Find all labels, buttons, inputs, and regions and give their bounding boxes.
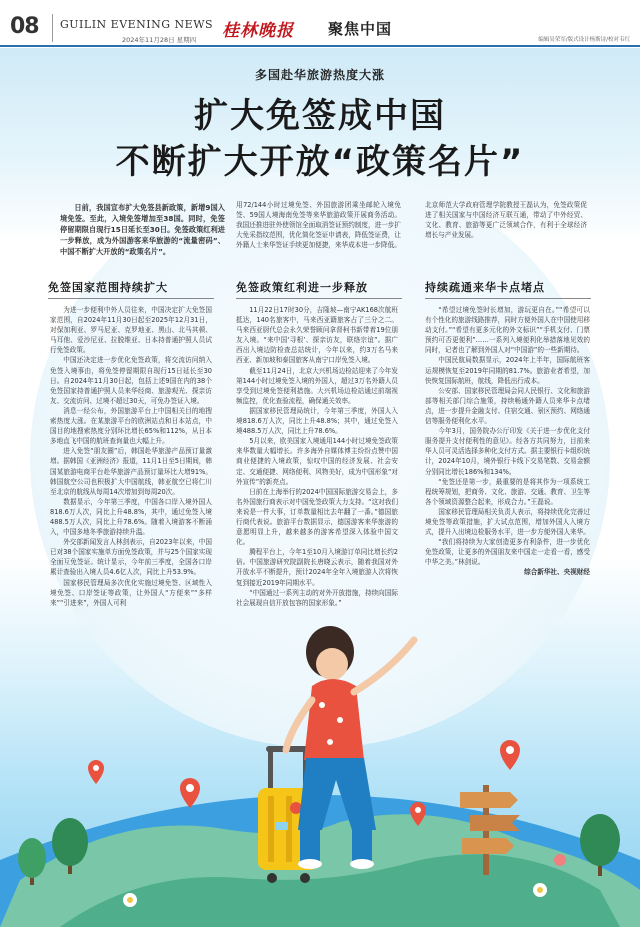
paragraph: 国家移民管理局多次优化实施过境免签、区域性入境免签、口岸签证等政策，让外国人“方便来”“多样来”“引进来”，外国人可利 [50,578,212,607]
editor-credits: 编辑吴荣军/版式设计杨斯诗/校对韦红 [538,37,630,43]
headline-kicker: 多国赴华旅游热度大涨 [254,68,385,82]
paragraph: 外交部新闻发言人林剑表示，自2023年以来，中国已对38个国家实施单方面免签政策，并与25个国家实现全面互免签证。统计显示，今年前三季度，全国各口岸累计查验出入境人员4.6亿人次，同比上升53.9%。 [50,538,212,577]
subhead-visa-free-scope: 免签国家范围持续扩大 [48,278,214,299]
paragraph: 进入免签“朋友圈”后，韩国赴华旅游产品预订量激增。据韩国《亚洲经济》报道，11月1日至5日期间，韩国某旅游电商平台赴华旅游产品预订量环比大增91%。韩国航空公司也积极扩大中国航线，韩亚航空已将仁川至北京的航线从每周14次增加到每周20次。 [50,447,212,496]
map-pin-icon [88,760,104,784]
map-pin-icon [500,740,520,770]
paragraph: “中国通过一系列主动的对外开放措施，持续向国际社会展现自信开放包容的国家形象。” [236,588,398,607]
paragraph: “希望过境免签时长增加，游玩更自在。”“希望可以有个性化的旅游线路推荐，同时方便外国人在中国使用移动支付。”“希望有更多元化的外文标识”“手机支付、门票预约可否更便利”……一系列入境便利化举措落地见效的同时，记者也了解到外国人对“中国游”的一些新期待。 [425,306,590,355]
paper-logo: 桂林晚报 [222,21,294,41]
paper-name-english: GUILIN EVENING NEWS [60,18,214,31]
travel-illustration [0,560,640,927]
map-pin-icon [180,778,200,808]
paragraph: 日前在上海举行的2024中国国际旅游交易会上，多名外国旅行商表示对中国免签政策大力支持。“这对我们来说是一件大事，订单数量相比去年翻了一番。”德国旅行商代表说。旅游平台数据显示，德国游客来华旅游的意愿明显上升，越来越多的游客希望深入体验中国文化。 [236,487,398,547]
paragraph: “免签还是第一步，最重要的是将其作为一项系统工程统筹规划，把商务、文化、旅游、交通、教育、卫生等各个领域资源整合起来，形成合力。”王磊说。 [425,477,590,506]
lead-text: 日前，我国宣布扩大免签县新政策，新增9国入境免签。至此，入境免签增加至38国。同时，免签停留期限自现行15日延长至30日。免签政策红利进一步释放，成为外国游客来华旅游的“流量密码”、中国不断扩大开放的“政策名片”。 [60,203,225,256]
headline-line-1: 扩大免签成中国 [194,96,446,136]
paragraph: 消息一经公布，外国旅游平台上中国相关目的地搜索热度大涨。在某旅游平台的欧洲站点和日本站点，中国目的地搜索热度分别环比增长65%和112%，从日本多地直飞中国的航班查询量也大幅上升。 [50,406,212,446]
paragraph: 中国还决定进一步优化免签政策，将交流访问纳入免签入境事由，将免签停留期限自现行15日延长至30日。自2024年11月30日起，包括上述9国在内的38个免签国家持普通护照人员来华经商、旅游观光、探亲访友、交流访问、过境不超过30天，可免办签证入境。 [50,356,212,405]
article-column-3 [425,305,590,578]
paragraph: “我们将持续为大家创造更多有利条件，进一步优化免签政策，让更多的外国朋友来中国走一走看一看，感受中华之美。”林剑说。 [425,538,590,567]
column-2-intro [236,200,401,250]
subhead-policy-dividend: 免签政策红利进一步释放 [236,278,402,299]
column-3-intro-text: 北京师范大学政府管理学院教授王磊认为，免签政策促进了相关国家与中国经济互联互通，带动了中外经贸、文化、教育、旅游等更广泛领域合作，有利于全球经济增长与产业发展。 [425,201,587,240]
issue-date: 2024年11月28日 星期四 [122,36,197,44]
paragraph: 截至11月24日，北京大兴机场边检站迎来了今年发第144小时过境免签入境的外国人，超过3万名外籍人员享受到过境免签便利措施。大兴机场边检站通过前端视频监控，优化查验流程，确保通关效率。 [236,366,398,405]
headline-line-2: 不断扩大开放“政策名片” [115,142,525,182]
source-credit: 综合新华社、央视财经 [524,568,590,577]
paragraph: 据国家移民管理局统计，今年第三季度，外国人入境818.6万人次，同比上升48.8%；其中，通过免签入境488.5万人次，同比上升78.6%。 [236,406,398,436]
paragraph: 数据显示，今年第三季度，中国各口岸入境外国人818.6万人次，同比上升48.8%，其中，通过免签入境488.5万人次，同比上升78.6%。随着入境游客不断涌入，中国多地冬季旅游持续升温。 [50,497,212,537]
paragraph: 公安部、国家移民管理局会同人民银行、文化和旅游部等相关部门综合施策，持续畅通外籍人员来华卡点堵点，进一步提升金融支付、住宿交通、景区预约、网络通信等服务便利化水平。 [425,386,590,426]
masthead-rule [0,45,640,47]
section-name: 聚焦中国 [328,20,393,38]
column-2-intro-text: 用72/144小时过境免签、外国旅游团乘坐邮轮入境免签、59国人境海南免签等来华旅游政策开展商务活动。 我国还推进驻外使领馆全面取消签证预约制度，进一步扩大免采指纹范围，优化简化签证申请表，降低签证费，让外籍人士来华签证手续更加便捷，来华成本进一步降低。 [236,201,401,250]
paragraph: 腾程平台上，今年1至10月入境游订单同比增长约2倍。中国旅游研究院副院长唐晓云表示，随着我国对外开放水平不断提升，预计2024年全年入境旅游人次将恢复到接近2019年同期水平。 [236,548,398,587]
paragraph: 5月以来，欧美国家入境通用144小时过境免签政策来华数量大幅增长。许多海外自媒体博主纷纷点赞中国商业便捷的入境政策，惊叹中国的经济发展、社会安定、交通便捷、网络便利、风物美好，成为中国形象“对外宣传”的新亮点。 [236,437,398,486]
masthead [0,0,640,48]
paragraph: 11月22日17时30分，吉隆坡—南宁AK168次航班抵达，140名旅客中，马来西亚籍旅客占了三分之二。马来西亚厨代总会永久荣誉顾问拿督柯书新带着19位朋友入境。“来中国‘寻根’、探亲访友，联络宗谊”。据广西出入境边防检查总站统计，今年以来，约3万名马来西亚、新加坡和泰国旅客从南宁口岸免签入境。 [236,306,398,365]
paragraph: 中国民航局数据显示，2024年上半年，国际航班客运规模恢复至2019年同期的81.7%。旅游业者希望，加快恢复国际航班，航线，降低出行成本。 [425,356,590,385]
masthead-divider [52,14,53,42]
paragraph: 今年3月，国务院办公厅印发《关于进一步优化支付服务提升支付便利性的意见》。经各方共同努力，目前来华人员可灵活选择多种化支付方式。据主要银行卡组织统计，2024年10月，境外银行卡线下交易笔数、交易金额分别同比增长186%和134%。 [425,427,590,476]
article-lead [60,202,225,257]
column-3-intro [425,200,587,240]
paragraph: 为进一步便利中外人员往来，中国决定扩大免签国家范围，自2024年11月30日起至2025年12月31日，对保加利亚、罗马尼亚、克罗地亚、黑山、北马其顿、马耳他、爱沙尼亚、拉脱维亚、日本持普通护照人员试行免签政策。 [50,306,212,355]
paragraph: 国家移民管理局相关负责人表示，将持续优化完善过境免签等政策措施，扩大试点范围，增加外国人入境方式，提升入出境边检服务水平，进一步方便外国人来华。 [425,507,590,537]
subhead-bottlenecks: 持续疏通来华卡点堵点 [425,278,591,299]
page-number: 08 [10,14,39,39]
